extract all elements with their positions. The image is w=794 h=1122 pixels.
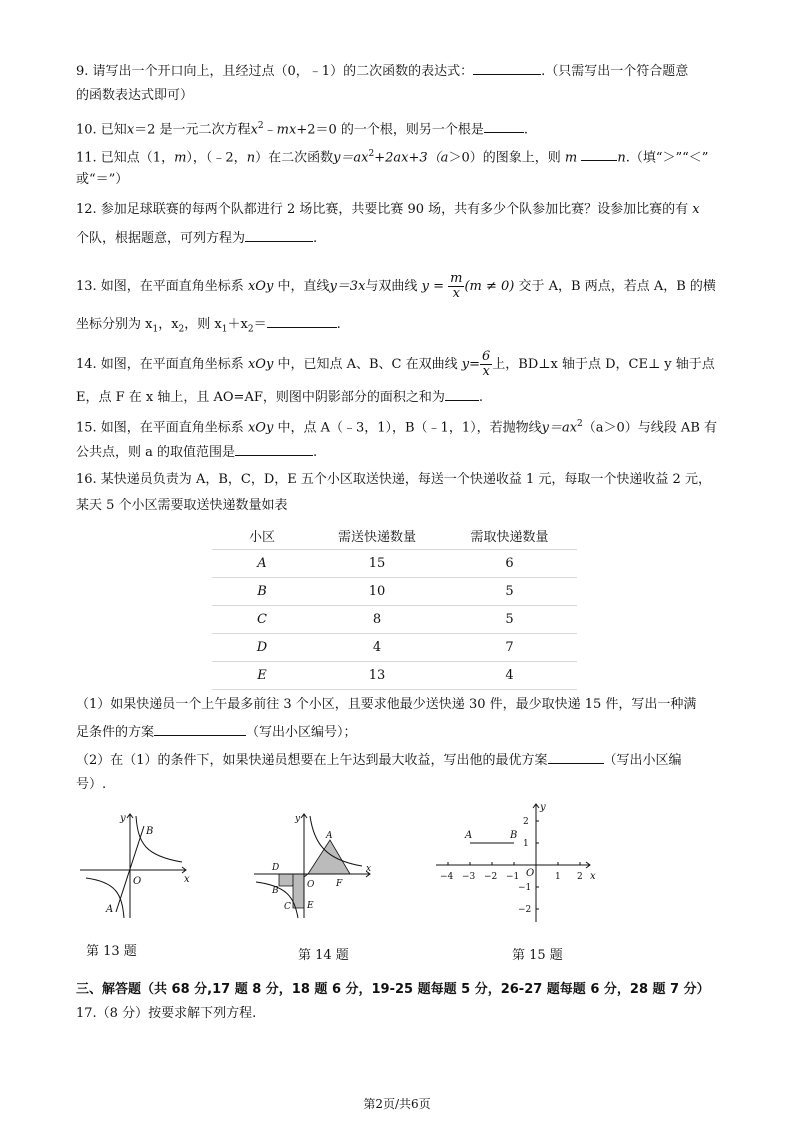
fig14-label-f: F bbox=[336, 879, 343, 889]
fig14-caption: 第 14 题 bbox=[298, 948, 349, 963]
q11-answer-blank[interactable] bbox=[581, 147, 617, 161]
q11-func: y＝ax bbox=[333, 150, 369, 166]
fig15-caption: 第 15 题 bbox=[512, 948, 563, 963]
question-15-line-2 bbox=[76, 442, 726, 462]
q11-mid3: ＞0）的图象上，则 bbox=[448, 150, 561, 166]
fig15-label-a: A bbox=[465, 830, 473, 841]
q15-end: . bbox=[313, 445, 318, 460]
question-13-line-1 bbox=[76, 272, 726, 301]
fig14-label-e: E bbox=[307, 901, 314, 911]
table-cell: D bbox=[212, 634, 312, 662]
q12-x: x bbox=[692, 202, 700, 217]
fig14-label-a: A bbox=[326, 831, 333, 841]
q10-pre: 10. 已知 bbox=[76, 122, 127, 138]
fig14-label-b: B bbox=[272, 886, 279, 896]
table-cell: 15 bbox=[312, 550, 442, 578]
question-16-part-1-line-1 bbox=[76, 696, 726, 714]
q13-end: . bbox=[336, 317, 341, 332]
q15-answer-blank[interactable] bbox=[235, 442, 313, 456]
q14-fraction bbox=[480, 350, 492, 379]
q15-exp: 2 bbox=[577, 419, 583, 429]
fig13-label-a: A bbox=[106, 904, 114, 915]
fig15-xtick-label: −3 bbox=[462, 872, 476, 882]
q10-mx: mx bbox=[276, 122, 297, 138]
q16-text: 16. 某快递员负责为 A，B，C，D，E 五个小区取送快递，每送一个快递收益 1 元，每取一个快递收益 2 元， bbox=[76, 472, 711, 487]
q13-post: 交于 A，B 两点，若点 A，B 的横 bbox=[518, 279, 716, 294]
q16-p2-post: （写出小区编 bbox=[603, 753, 682, 768]
table-cell: A bbox=[212, 550, 312, 578]
q12-end: . bbox=[313, 231, 318, 246]
table-header-cell: 小区 bbox=[212, 522, 312, 550]
q13-l2-pre: 坐标分别为 x bbox=[76, 317, 153, 332]
fig15-ytick-label: 1 bbox=[523, 839, 529, 849]
question-9-line-1 bbox=[76, 61, 726, 81]
q13-mid4: ，则 x bbox=[184, 317, 222, 332]
fig13-caption: 第 13 题 bbox=[86, 944, 137, 959]
fig15-xtick-label: −2 bbox=[484, 872, 498, 882]
q11-a: a bbox=[440, 150, 449, 166]
fig15-label-y: y bbox=[540, 802, 546, 813]
q15-func: y＝ax bbox=[541, 420, 578, 436]
table-header-cell: 需送快递数量 bbox=[312, 522, 442, 550]
q13-mid3: ，x bbox=[158, 317, 179, 332]
section-3-heading: 三、解答题（共 68 分,17 题 8 分，18 题 6 分，19-25 题每题 5 分，26-27 题每题 6 分，28 题 7 分） bbox=[76, 982, 710, 997]
fig15-ytick-label: −2 bbox=[518, 905, 532, 915]
q11-func2: +2ax+3（ bbox=[374, 150, 441, 166]
table-cell: 4 bbox=[442, 662, 577, 690]
q11-m1: m bbox=[174, 150, 187, 166]
q12-text-2: 个队，根据题意，可列方程为 bbox=[76, 231, 246, 246]
table-row bbox=[212, 634, 577, 662]
fig13-label-x: x bbox=[184, 874, 190, 885]
fig14-label-d: D bbox=[272, 863, 280, 873]
q13-s2: 2 bbox=[178, 324, 185, 335]
q16-p2-text: （2）在（1）的条件下，如果快递员想要在上午达到最大收益，写出他的最优方案 bbox=[76, 753, 548, 768]
question-16-line-1 bbox=[76, 471, 726, 489]
question-12-line-2 bbox=[76, 228, 726, 248]
fig13-hyperbola-right bbox=[136, 816, 182, 862]
q10-exp: 2 bbox=[257, 121, 264, 131]
fig14-label-c: C bbox=[284, 902, 291, 912]
q13-pre: 13. 如图，在平面直角坐标系 bbox=[76, 279, 244, 294]
fig15-label-o: O bbox=[526, 868, 535, 879]
q9-note: .（只需写出一个符合题意 bbox=[541, 64, 689, 79]
q16-p1-text-2: 足条件的方案 bbox=[76, 725, 155, 740]
q10-var-x2: x bbox=[250, 122, 258, 138]
question-11-line-1 bbox=[76, 145, 726, 167]
q11-line2: 或“＝”） bbox=[76, 172, 129, 187]
q10-rest: +2＝0 的一个根，则另一个根是 bbox=[296, 122, 484, 138]
q11-pre: 11. 已知点（1， bbox=[76, 150, 175, 166]
q13-num: m bbox=[450, 271, 463, 286]
question-16-line-2 bbox=[76, 497, 726, 515]
question-16-part-2-line-2 bbox=[76, 776, 726, 794]
question-10 bbox=[76, 117, 726, 139]
question-16-part-1-line-2 bbox=[76, 722, 726, 742]
q15-mid1: 中，点 A（﹣3，1），B（﹣1，1），若抛物线 bbox=[277, 420, 542, 436]
q13-eq2: ＝ bbox=[253, 317, 267, 332]
q9-text: 9. 请写出一个开口向上，且经过点（0，﹣1）的二次函数的表达式： bbox=[76, 64, 474, 79]
q13-s3: 1 bbox=[221, 324, 228, 335]
q14-mid1: 中，已知点 A、B、C 在双曲线 bbox=[277, 357, 458, 372]
fig14-shaded-rect-c bbox=[293, 874, 304, 908]
q15-pre: 15. 如图，在平面直角坐标系 bbox=[76, 420, 244, 436]
q14-num: 6 bbox=[482, 349, 491, 364]
question-9-line-2 bbox=[76, 87, 726, 105]
table-cell: 8 bbox=[312, 606, 442, 634]
table-row bbox=[212, 550, 577, 578]
q15-text-2: 公共点，则 a 的取值范围是 bbox=[76, 445, 236, 460]
fig15-ytick-label: 2 bbox=[523, 817, 529, 827]
fig15-label-x: x bbox=[590, 871, 596, 882]
q9-answer-blank[interactable] bbox=[473, 61, 541, 75]
figure-13-graph bbox=[76, 808, 196, 920]
figure-14-graph bbox=[250, 808, 378, 920]
q11-mid2: ）在二次函数 bbox=[255, 150, 334, 166]
q9-text-2: 的函数表达式即可） bbox=[76, 88, 194, 103]
q14-answer-blank[interactable] bbox=[445, 387, 479, 401]
q16-text-2: 某天 5 个小区需要取送快递数量如表 bbox=[76, 498, 288, 513]
table-cell: 6 bbox=[442, 550, 577, 578]
question-13-line-2 bbox=[76, 314, 726, 339]
page-footer: 第2页/共6页 bbox=[363, 1097, 431, 1111]
q13-mid2: 与双曲线 bbox=[365, 279, 418, 294]
fig15-xtick-label: 2 bbox=[577, 872, 583, 882]
q14-xoy: xOy bbox=[247, 357, 274, 372]
q11-mid1: ），（﹣2， bbox=[186, 150, 247, 166]
q13-fraction bbox=[448, 272, 464, 301]
fig14-shaded-triangle-a bbox=[308, 840, 350, 874]
q13-xoy: xOy bbox=[247, 279, 274, 294]
q13-plus: ＋x bbox=[227, 317, 248, 332]
question-16-part-2-line-1 bbox=[76, 750, 726, 770]
table-cell: 7 bbox=[442, 634, 577, 662]
fig13-label-b: B bbox=[146, 826, 154, 837]
table-cell: 5 bbox=[442, 578, 577, 606]
q10-eq: ＝2 是一元二次方程 bbox=[134, 122, 251, 138]
table-cell: 13 bbox=[312, 662, 442, 690]
q13-eq: = bbox=[433, 279, 444, 294]
table-row bbox=[212, 662, 577, 690]
table-cell: B bbox=[212, 578, 312, 606]
fig15-xtick-label: −1 bbox=[506, 872, 520, 882]
q10-var-x: x bbox=[126, 122, 135, 138]
q16-p1-answer-blank[interactable] bbox=[154, 722, 246, 736]
q12-text: 12. 参加足球联赛的每两个队都进行 2 场比赛，共要比赛 90 场，共有多少个队参加比赛？设参加比赛的有 bbox=[76, 202, 689, 217]
q13-y: y bbox=[421, 279, 429, 294]
q16-p1-text: （1）如果快递员一个上午最多前往 3 个小区，且要求他最少送快递 30 件，最少取快递 15 件，写出一种满 bbox=[76, 697, 697, 712]
q14-y: y bbox=[461, 357, 470, 372]
q11-post: .（填“＞”“＜” bbox=[625, 150, 709, 166]
q10-minus: ﹣ bbox=[263, 122, 277, 138]
fig15-xtick-label: −4 bbox=[440, 872, 454, 882]
table-cell: 10 bbox=[312, 578, 442, 606]
q16-p1-post: （写出小区编号）； bbox=[246, 725, 357, 740]
q13-mid1: 中，直线 bbox=[277, 279, 330, 294]
question-17 bbox=[76, 1005, 726, 1023]
q10-answer-blank[interactable] bbox=[484, 119, 524, 133]
fig14-label-y: y bbox=[295, 814, 301, 824]
q14-eq: = bbox=[469, 357, 480, 372]
q13-s4: 2 bbox=[247, 324, 254, 335]
q17-text: 17.（8 分）按要求解下列方程. bbox=[76, 1006, 257, 1021]
table-row bbox=[212, 578, 577, 606]
q12-answer-blank[interactable] bbox=[245, 228, 313, 242]
fig13-hyperbola-left bbox=[86, 878, 124, 918]
q15-xoy: xOy bbox=[247, 420, 274, 436]
q16-p2-answer-blank[interactable] bbox=[548, 750, 604, 764]
q11-n1: n bbox=[246, 150, 256, 166]
q11-m2: m bbox=[564, 150, 578, 166]
q13-cond: (m ≠ 0) bbox=[464, 279, 515, 294]
table-cell: 4 bbox=[312, 634, 442, 662]
fig14-label-o: O bbox=[307, 880, 315, 890]
table-cell: 5 bbox=[442, 606, 577, 634]
figure-15-graph bbox=[430, 800, 600, 926]
fig15-label-b: B bbox=[510, 830, 518, 841]
fig15-ytick-label: −1 bbox=[518, 883, 532, 893]
question-14-line-2 bbox=[76, 387, 726, 407]
q11-n2: n bbox=[617, 150, 626, 166]
q13-line: y＝3x bbox=[329, 279, 366, 294]
question-12-line-1 bbox=[76, 201, 726, 219]
table-row bbox=[212, 606, 577, 634]
fig13-label-o: O bbox=[133, 876, 142, 887]
question-15-line-1 bbox=[76, 415, 726, 437]
fig15-xtick-label: 1 bbox=[555, 872, 561, 882]
fig13-label-y: y bbox=[120, 813, 126, 824]
delivery-table bbox=[212, 522, 577, 690]
q10-end: . bbox=[523, 122, 529, 138]
fig14-label-x: x bbox=[366, 864, 372, 874]
table-cell: E bbox=[212, 662, 312, 690]
q14-text-2: E，点 F 在 x 轴上，且 AO=AF，则图中阴影部分的面积之和为 bbox=[76, 390, 445, 405]
q13-s1: 1 bbox=[152, 324, 159, 335]
q14-den: x bbox=[482, 364, 490, 379]
q16-p2-text-2: 号）. bbox=[76, 777, 107, 792]
q14-post: 上，BD⊥x 轴于点 D，CE⊥ y 轴于点 bbox=[492, 357, 715, 372]
q14-pre: 14. 如图，在平面直角坐标系 bbox=[76, 357, 244, 372]
table-header-cell: 需取快递数量 bbox=[442, 522, 577, 550]
q13-den: x bbox=[452, 286, 460, 301]
table-cell: C bbox=[212, 606, 312, 634]
q11-exp: 2 bbox=[368, 149, 375, 159]
question-11-line-2 bbox=[76, 171, 726, 189]
q13-answer-blank[interactable] bbox=[267, 314, 337, 328]
q15-post: （a＞0）与线段 AB 有 bbox=[582, 420, 718, 436]
q14-end: . bbox=[478, 390, 483, 405]
question-14-line-1 bbox=[76, 350, 726, 379]
table-header-row bbox=[212, 522, 577, 550]
